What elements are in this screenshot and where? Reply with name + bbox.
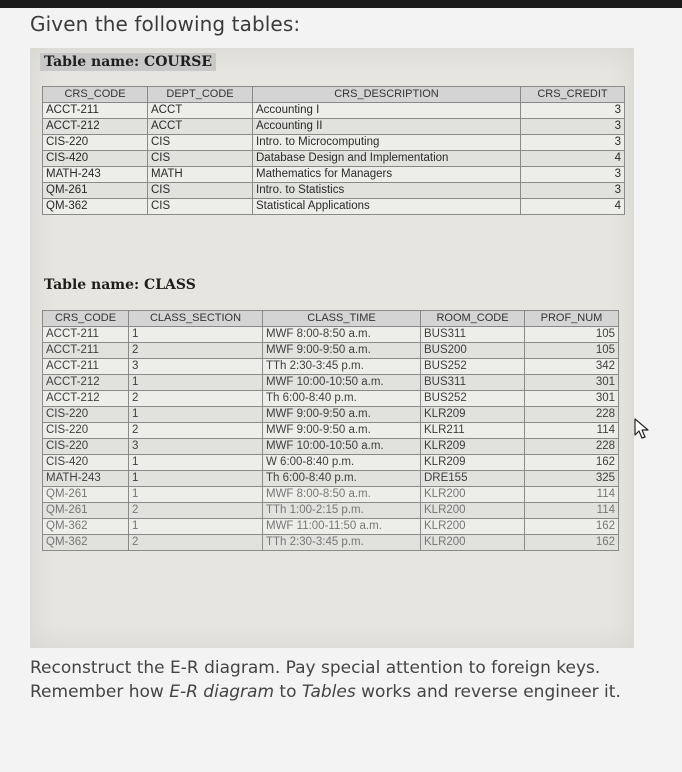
cell: 3	[129, 439, 263, 455]
table-row	[43, 119, 625, 135]
cell: TTh 2:30-3:45 p.m.	[263, 359, 421, 375]
cell: ACCT-212	[43, 119, 148, 135]
cell: Accounting I	[253, 103, 521, 119]
cell: 3	[521, 103, 625, 119]
cell: 114	[525, 423, 619, 439]
cell: QM-362	[43, 519, 129, 535]
cell: ACCT	[148, 119, 253, 135]
cell: MATH-243	[43, 167, 148, 183]
cell: QM-261	[43, 503, 129, 519]
cell: 1	[129, 519, 263, 535]
cell: MATH-243	[43, 471, 129, 487]
course-table-title: Table name: COURSE	[40, 53, 216, 71]
cell: 3	[521, 183, 625, 199]
table-row	[43, 343, 619, 359]
cell: CIS	[148, 199, 253, 215]
cell: KLR200	[421, 519, 525, 535]
cell: 162	[525, 535, 619, 551]
cell: KLR209	[421, 407, 525, 423]
table-row	[43, 359, 619, 375]
cell: Intro. to Microcomputing	[253, 135, 521, 151]
cell: QM-261	[43, 487, 129, 503]
table-row	[43, 103, 625, 119]
cell: 114	[525, 503, 619, 519]
cell: 3	[521, 167, 625, 183]
cell: 1	[129, 471, 263, 487]
mouse-pointer-icon	[634, 418, 652, 440]
col-header: CLASS_SECTION	[129, 311, 263, 327]
cell: CIS-420	[43, 151, 148, 167]
cell: MWF 11:00-11:50 a.m.	[263, 519, 421, 535]
cell: 4	[521, 199, 625, 215]
table-row	[43, 151, 625, 167]
cell: 1	[129, 455, 263, 471]
cell: CIS-220	[43, 439, 129, 455]
cell: Accounting II	[253, 119, 521, 135]
cell: 2	[129, 423, 263, 439]
cell: KLR200	[421, 535, 525, 551]
table-row	[43, 135, 625, 151]
top-bar	[0, 0, 682, 8]
cell: MWF 10:00-10:50 a.m.	[263, 375, 421, 391]
col-header: PROF_NUM	[525, 311, 619, 327]
cell: 228	[525, 407, 619, 423]
table-row	[43, 327, 619, 343]
cell: 1	[129, 327, 263, 343]
cell: 162	[525, 455, 619, 471]
cell: MWF 9:00-9:50 a.m.	[263, 407, 421, 423]
col-header: ROOM_CODE	[421, 311, 525, 327]
cell: ACCT-211	[43, 343, 129, 359]
cell: Th 6:00-8:40 p.m.	[263, 471, 421, 487]
course-header-row	[43, 87, 625, 103]
cell: KLR200	[421, 487, 525, 503]
instructions-part2: to	[274, 682, 302, 702]
cell: 105	[525, 327, 619, 343]
cell: BUS252	[421, 359, 525, 375]
cell: CIS	[148, 135, 253, 151]
table-row	[43, 503, 619, 519]
table-row	[43, 391, 619, 407]
instructions-text	[30, 656, 650, 704]
cell: 1	[129, 375, 263, 391]
cell: CIS-220	[43, 135, 148, 151]
cell: W 6:00-8:40 p.m.	[263, 455, 421, 471]
cell: Th 6:00-8:40 p.m.	[263, 391, 421, 407]
cell: CIS-420	[43, 455, 129, 471]
cell: CIS-220	[43, 407, 129, 423]
col-header: CRS_CREDIT	[521, 87, 625, 103]
cell: MATH	[148, 167, 253, 183]
class-header-row	[43, 311, 619, 327]
table-row	[43, 183, 625, 199]
cell: 162	[525, 519, 619, 535]
table-row	[43, 407, 619, 423]
cell: KLR211	[421, 423, 525, 439]
cell: MWF 8:00-8:50 a.m.	[263, 327, 421, 343]
cell: QM-362	[43, 199, 148, 215]
cell: BUS200	[421, 343, 525, 359]
table-row	[43, 487, 619, 503]
cell: BUS311	[421, 327, 525, 343]
cell: BUS311	[421, 375, 525, 391]
table-row	[43, 199, 625, 215]
cell: 3	[521, 119, 625, 135]
col-header: CRS_CODE	[43, 87, 148, 103]
cell: 325	[525, 471, 619, 487]
course-table	[42, 86, 625, 215]
cell: TTh 1:00-2:15 p.m.	[263, 503, 421, 519]
cell: 2	[129, 503, 263, 519]
cell: ACCT-211	[43, 359, 129, 375]
table-row	[43, 519, 619, 535]
cell: 105	[525, 343, 619, 359]
table-row	[43, 455, 619, 471]
cell: MWF 9:00-9:50 a.m.	[263, 343, 421, 359]
instructions-part1: Reconstruct the E-R diagram. Pay special attention to foreign keys. Remember how	[30, 658, 601, 702]
class-table	[42, 310, 619, 551]
cell: 301	[525, 375, 619, 391]
cell: 3	[521, 135, 625, 151]
cell: 4	[521, 151, 625, 167]
cell: Mathematics for Managers	[253, 167, 521, 183]
cell: TTh 2:30-3:45 p.m.	[263, 535, 421, 551]
col-header: CRS_DESCRIPTION	[253, 87, 521, 103]
cell: 2	[129, 535, 263, 551]
instructions-em1: E-R diagram	[169, 682, 274, 702]
cell: 2	[129, 391, 263, 407]
cell: CIS	[148, 151, 253, 167]
cell: 2	[129, 343, 263, 359]
cell: 1	[129, 487, 263, 503]
cell: 301	[525, 391, 619, 407]
cell: ACCT-211	[43, 327, 129, 343]
cell: ACCT-211	[43, 103, 148, 119]
table-row	[43, 471, 619, 487]
cell: 3	[129, 359, 263, 375]
cell: DRE155	[421, 471, 525, 487]
cell: Database Design and Implementation	[253, 151, 521, 167]
cell: CIS-220	[43, 423, 129, 439]
cell: MWF 10:00-10:50 a.m.	[263, 439, 421, 455]
cell: KLR209	[421, 439, 525, 455]
instructions-part3: works and reverse engineer it.	[355, 682, 621, 702]
table-row	[43, 423, 619, 439]
cell: Intro. to Statistics	[253, 183, 521, 199]
cell: KLR209	[421, 455, 525, 471]
cell: 114	[525, 487, 619, 503]
cell: Statistical Applications	[253, 199, 521, 215]
page-heading: Given the following tables:	[30, 12, 301, 36]
cell: ACCT-212	[43, 375, 129, 391]
cell: 1	[129, 407, 263, 423]
cell: MWF 8:00-8:50 a.m.	[263, 487, 421, 503]
col-header: CRS_CODE	[43, 311, 129, 327]
class-table-title: Table name: CLASS	[44, 277, 196, 293]
table-row	[43, 375, 619, 391]
cell: KLR200	[421, 503, 525, 519]
cell: 228	[525, 439, 619, 455]
cell: 342	[525, 359, 619, 375]
instructions-em2: Tables	[301, 682, 356, 702]
cell: CIS	[148, 183, 253, 199]
table-row	[43, 535, 619, 551]
cell: BUS252	[421, 391, 525, 407]
cell: ACCT-212	[43, 391, 129, 407]
cell: QM-261	[43, 183, 148, 199]
cell: MWF 9:00-9:50 a.m.	[263, 423, 421, 439]
col-header: DEPT_CODE	[148, 87, 253, 103]
cell: QM-362	[43, 535, 129, 551]
table-row	[43, 167, 625, 183]
col-header: CLASS_TIME	[263, 311, 421, 327]
table-row	[43, 439, 619, 455]
cell: ACCT	[148, 103, 253, 119]
